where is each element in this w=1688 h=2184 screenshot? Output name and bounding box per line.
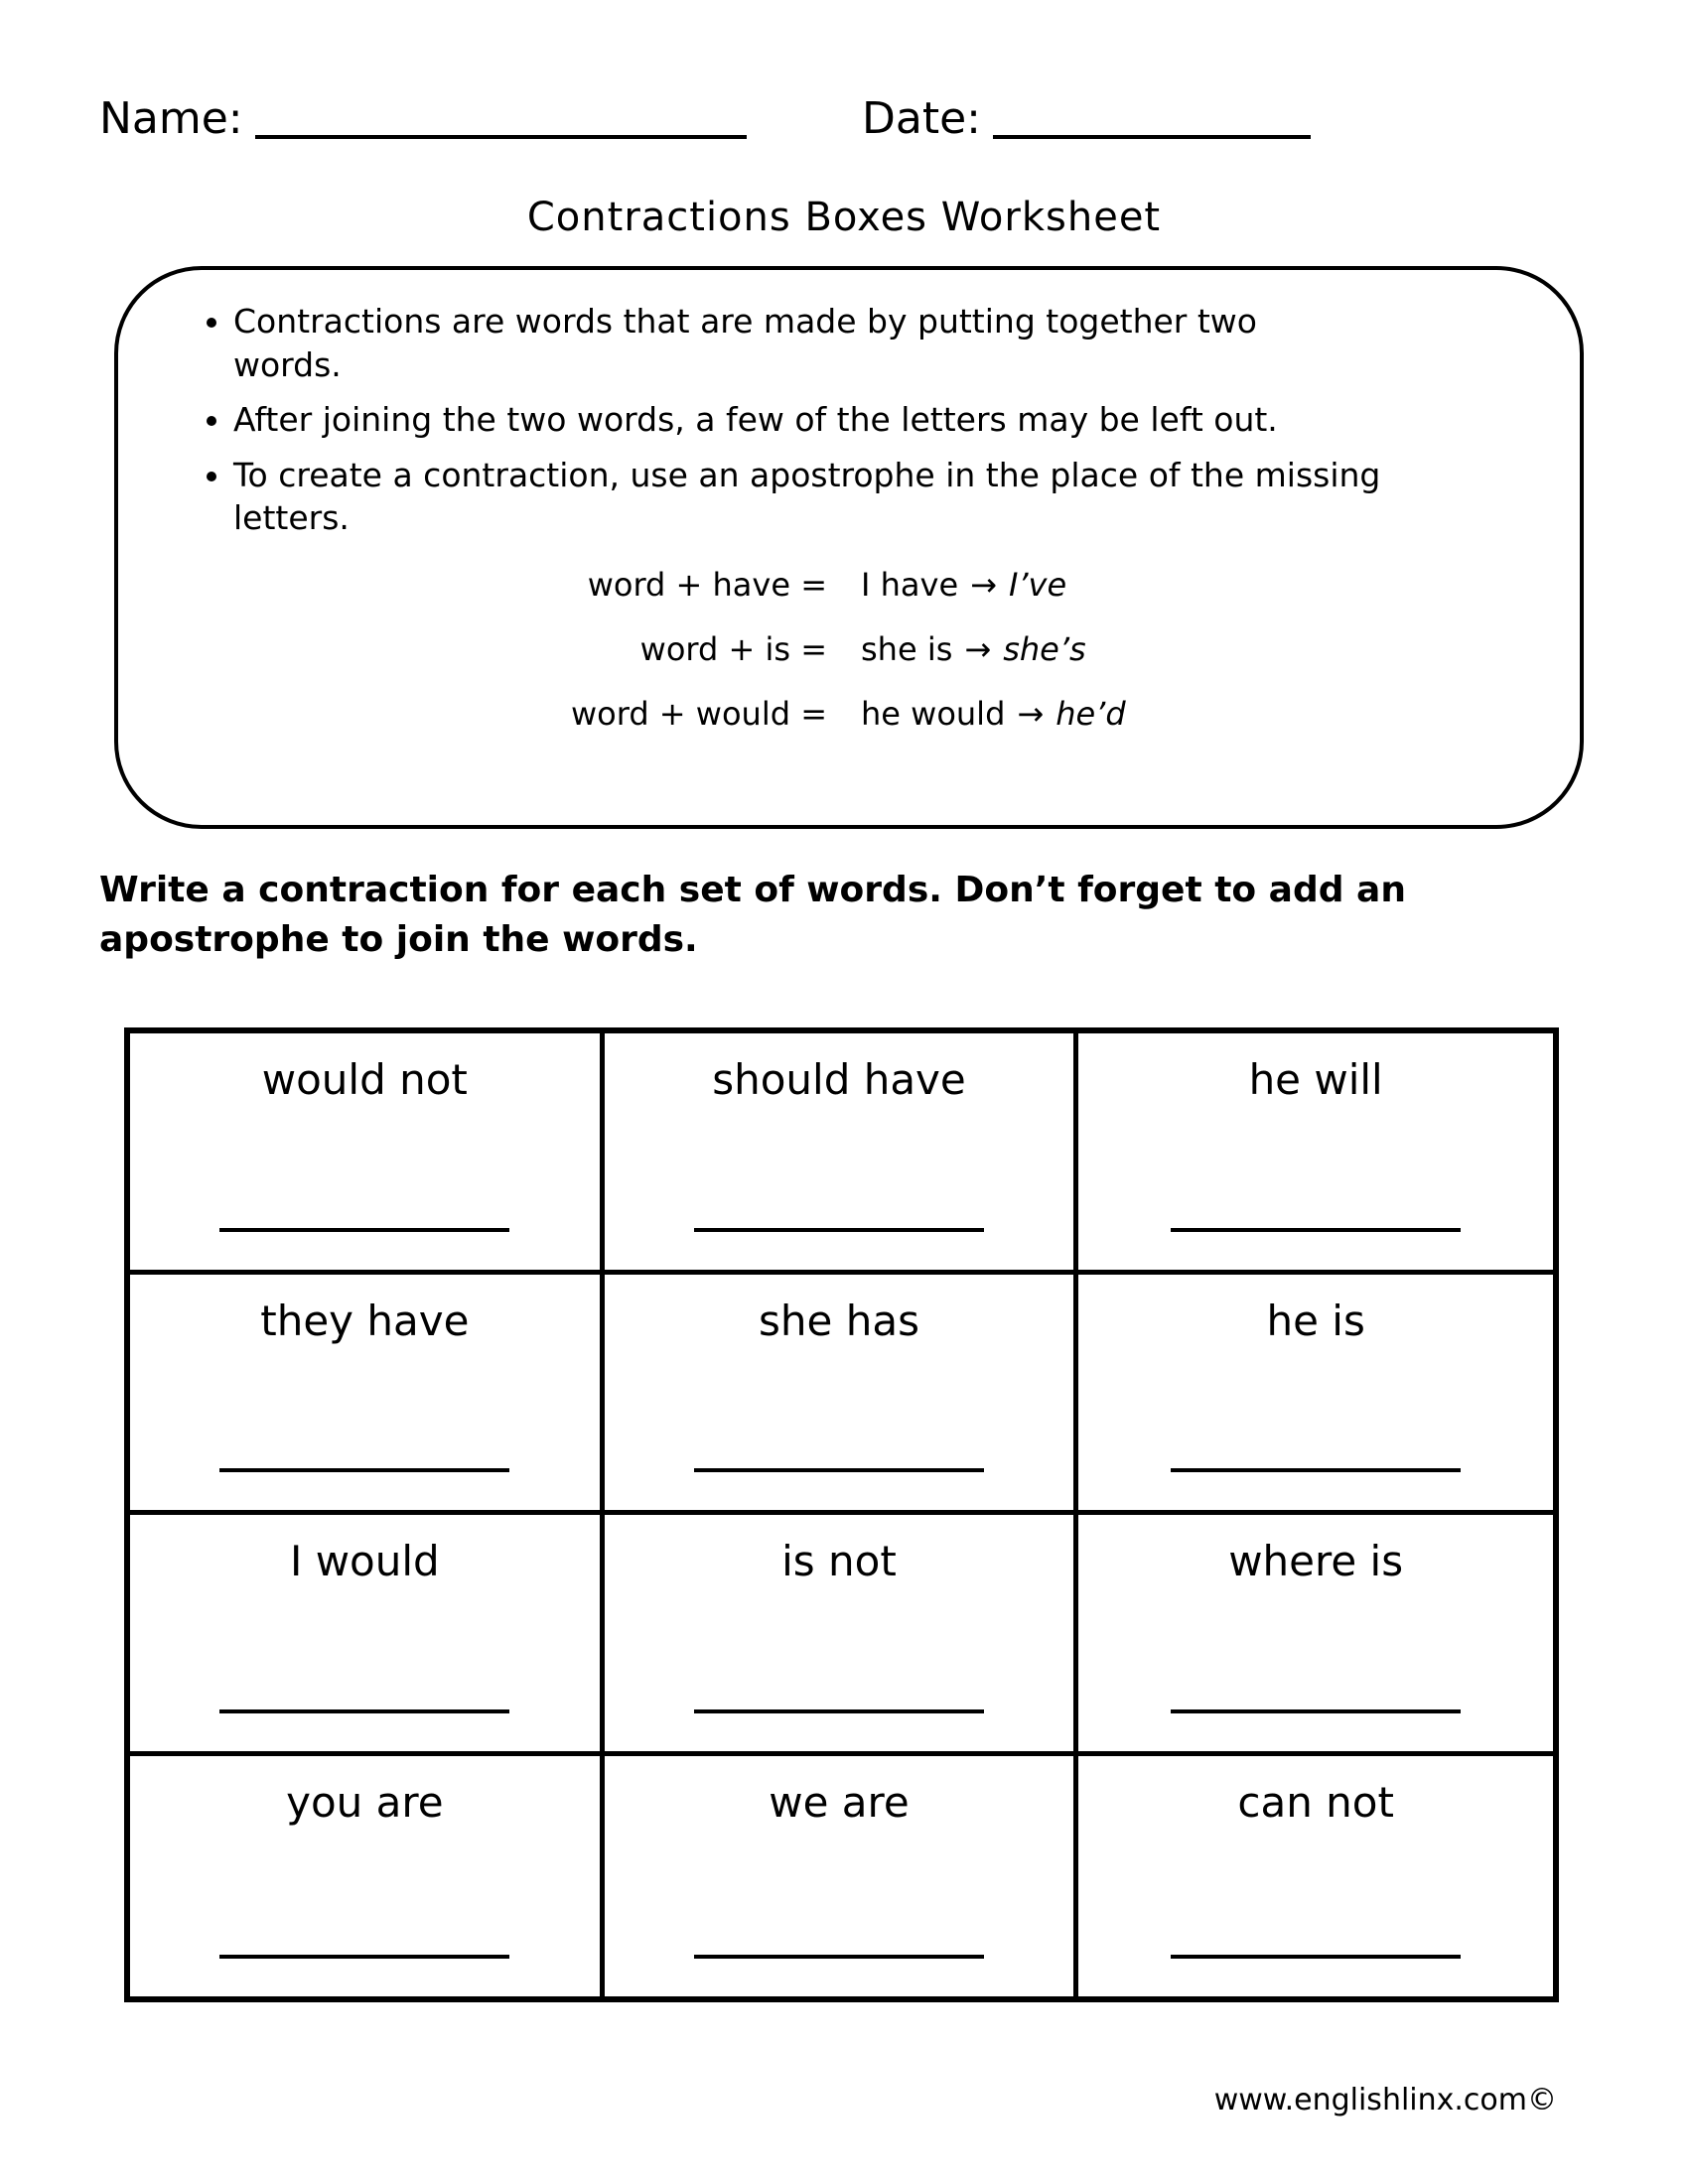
page-title: Contractions Boxes Worksheet — [526, 195, 1162, 240]
cell-word: can not — [1237, 1777, 1394, 1827]
date-row — [862, 95, 1311, 143]
example-result — [861, 630, 1086, 668]
grid-cell — [1078, 1515, 1553, 1756]
example-contraction: I’ve — [1008, 565, 1067, 604]
bullet-item: • Contractions are words that are made by putting together two words. — [233, 300, 1365, 386]
grid-cell — [130, 1756, 605, 1997]
example-row — [182, 566, 1540, 604]
answer-blank[interactable] — [694, 1709, 984, 1713]
answer-blank[interactable] — [1171, 1709, 1461, 1713]
answer-blank[interactable] — [1171, 1955, 1461, 1959]
instructions-text: Write a contraction for each set of words. Don’t forget to add an apostrophe to join the words. — [99, 870, 1406, 961]
cell-word: he is — [1266, 1296, 1365, 1345]
grid-cell — [1078, 1275, 1553, 1516]
answer-blank[interactable] — [219, 1709, 509, 1713]
info-box — [114, 266, 1584, 829]
cell-word: where is — [1228, 1537, 1404, 1585]
cell-word: you are — [286, 1777, 444, 1827]
cell-word: we are — [769, 1777, 910, 1827]
name-label: Name: — [99, 93, 243, 144]
date-blank[interactable] — [993, 135, 1311, 139]
arrow-icon: → — [970, 565, 997, 604]
grid-cell — [605, 1033, 1079, 1275]
answer-blank[interactable] — [219, 1468, 509, 1472]
contraction-grid — [124, 1027, 1559, 2002]
answer-blank[interactable] — [219, 1955, 509, 1959]
grid-cell — [1078, 1756, 1553, 1997]
cell-word: they have — [260, 1296, 470, 1345]
example-expanded: she is — [861, 629, 953, 668]
grid-cell — [130, 1033, 605, 1275]
grid-cell — [1078, 1033, 1553, 1275]
example-expanded: I have — [861, 565, 959, 604]
example-contraction: she’s — [1003, 629, 1086, 668]
cell-word: is not — [781, 1537, 897, 1585]
answer-blank[interactable] — [1171, 1228, 1461, 1232]
bullet-item: • After joining the two words, a few of the letters may be left out. — [233, 398, 1540, 442]
arrow-icon: → — [964, 629, 992, 668]
cell-word: should have — [712, 1055, 966, 1104]
arrow-icon: → — [1017, 694, 1045, 733]
answer-blank[interactable] — [219, 1228, 509, 1232]
bullet-item: • To create a contraction, use an apostrophe in the place of the missing letters. — [233, 454, 1395, 540]
answer-blank[interactable] — [1171, 1468, 1461, 1472]
answer-blank[interactable] — [694, 1228, 984, 1232]
answer-blank[interactable] — [694, 1468, 984, 1472]
grid-cell — [605, 1756, 1079, 1997]
answer-blank[interactable] — [694, 1955, 984, 1959]
example-equation: word + have = — [587, 565, 827, 604]
date-label: Date: — [862, 93, 981, 144]
name-row — [99, 95, 747, 143]
grid-cell — [130, 1515, 605, 1756]
example-contraction: he’d — [1055, 694, 1126, 733]
example-equation: word + is = — [639, 629, 827, 668]
bullet-list — [182, 300, 1540, 540]
example-result — [861, 566, 1066, 604]
name-blank[interactable] — [255, 135, 747, 139]
cell-word: would not — [261, 1055, 468, 1104]
example-row — [182, 695, 1540, 733]
cell-word: I would — [289, 1537, 440, 1585]
grid-cell — [130, 1275, 605, 1516]
example-expanded: he would — [861, 694, 1006, 733]
cell-word: she has — [759, 1296, 919, 1345]
grid-cell — [605, 1275, 1079, 1516]
example-row — [182, 630, 1540, 668]
example-result — [861, 695, 1126, 733]
grid-cell — [605, 1515, 1079, 1756]
cell-word: he will — [1248, 1055, 1383, 1104]
example-equation: word + would = — [570, 694, 827, 733]
examples-list — [182, 566, 1540, 733]
footer-credit: www.englishlinx.com© — [1213, 2083, 1557, 2117]
